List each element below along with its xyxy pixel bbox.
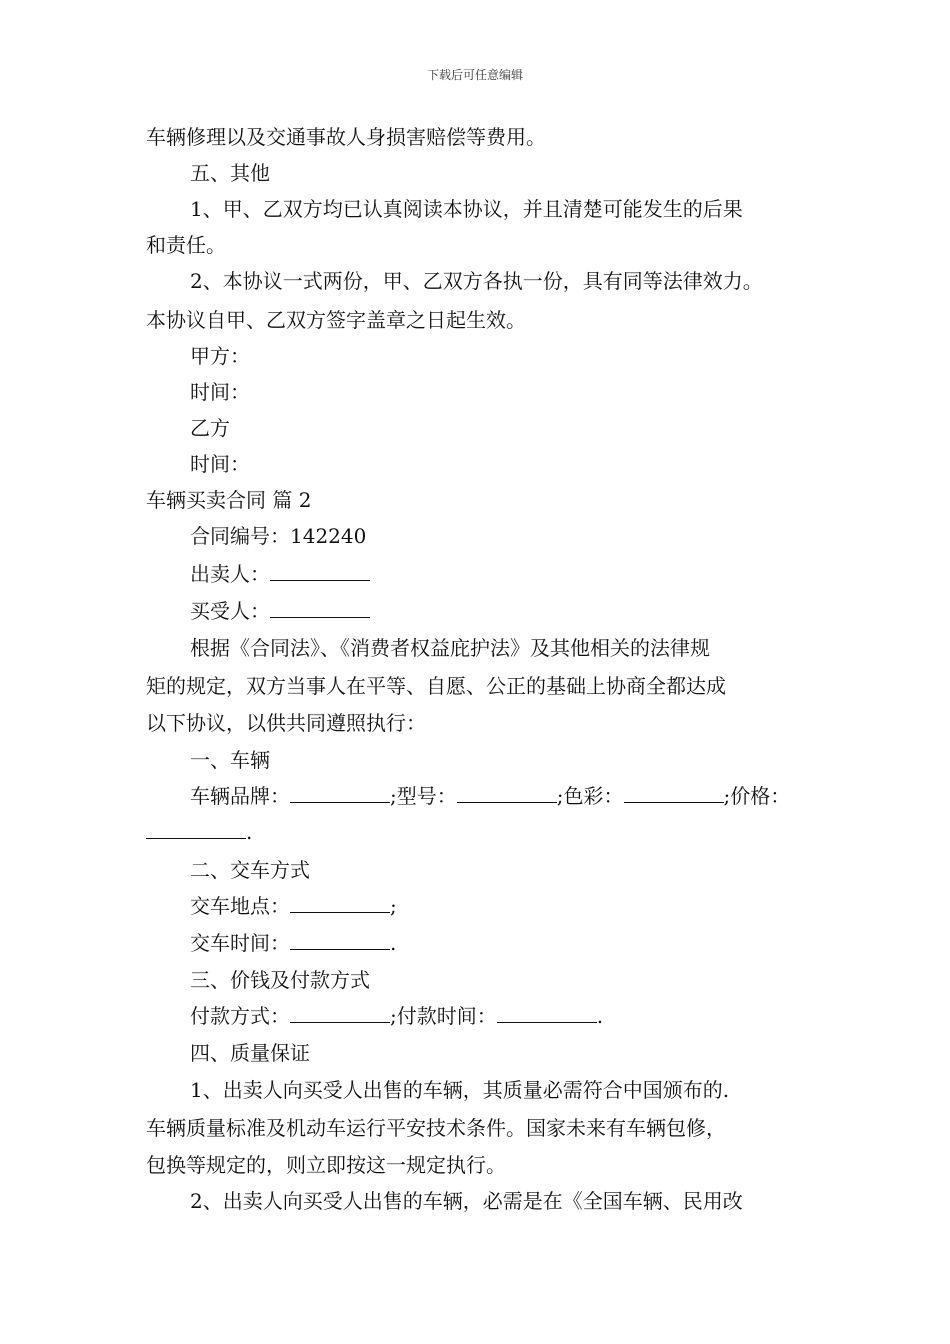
seller-label: 出卖人： (190, 562, 270, 586)
semicolon: ; (390, 894, 397, 918)
date-label: 时间： (190, 380, 250, 404)
text-line: 车辆修理以及交通事故人身损害赔偿等费用。 (146, 125, 546, 149)
delivery-time-blank (290, 931, 390, 950)
text-line: 包换等规定的，则立即按这一规定执行。 (146, 1153, 506, 1177)
section-heading: 三、价钱及付款方式 (190, 968, 370, 992)
section-heading: 五、其他 (190, 161, 270, 185)
text-line: 车辆质量标准及机动车运行平安技术条件。国家未来有车辆包修， (146, 1116, 726, 1140)
color-blank (624, 784, 724, 803)
price-field (146, 820, 252, 844)
vehicle-fields (190, 784, 790, 808)
signature-label: 乙方 (190, 416, 230, 440)
contract-title: 车辆买卖合同 篇 2 (146, 488, 312, 512)
section-heading: 四、质量保证 (190, 1041, 310, 1065)
price-label: ;价格： (723, 784, 791, 808)
buyer-blank (270, 599, 370, 618)
delivery-place-field (190, 894, 397, 918)
text-line: 以下协议，以供共同遵照执行： (146, 711, 426, 735)
payment-time-label: ;付款时间： (390, 1004, 497, 1028)
text-line: 矩的规定，双方当事人在平等、自愿、公正的基础上协商全都达成 (146, 674, 726, 698)
period: . (596, 1004, 604, 1028)
color-label: ;色彩： (556, 784, 624, 808)
period: . (390, 931, 397, 955)
seller-field (190, 562, 370, 586)
payment-fields (190, 1004, 603, 1028)
brand-label: 车辆品牌： (190, 784, 290, 808)
section-heading: 二、交车方式 (190, 858, 310, 882)
model-label: ;型号： (390, 784, 457, 808)
signature-label: 甲方： (190, 344, 250, 368)
delivery-time-label: 交车时间： (190, 931, 290, 955)
brand-blank (290, 784, 390, 803)
text-line: 本协议自甲、乙双方签字盖章之日起生效。 (146, 308, 526, 332)
buyer-field (190, 599, 370, 623)
date-label: 时间： (190, 452, 250, 476)
model-blank (457, 784, 557, 803)
section-heading: 一、车辆 (190, 748, 270, 772)
period: . (246, 820, 253, 844)
text-line: 2、本协议一式两份，甲、乙双方各执一份，具有同等法律效力。 (190, 269, 763, 293)
payment-time-blank (497, 1004, 597, 1023)
buyer-label: 买受人： (190, 599, 270, 623)
page-header: 下载后可任意编辑 (426, 68, 523, 82)
seller-blank (270, 562, 370, 581)
text-line: 1、甲、乙双方均已认真阅读本协议，并且清楚可能发生的后果 (190, 197, 743, 221)
price-blank (146, 820, 246, 839)
contract-number: 合同编号：142240 (190, 524, 367, 548)
text-line: 和责任。 (146, 233, 226, 257)
text-line: 1、出卖人向买受人出售的车辆，其质量必需符合中国颁布的. (190, 1078, 730, 1102)
text-line: 2、出卖人向买受人出售的车辆，必需是在《全国车辆、民用改 (190, 1189, 743, 1213)
payment-method-label: 付款方式： (190, 1004, 290, 1028)
delivery-place-label: 交车地点： (190, 894, 290, 918)
delivery-place-blank (290, 894, 390, 913)
text-line: 根据《合同法》、《消费者权益庇护法》及其他相关的法律规 (190, 636, 710, 660)
delivery-time-field (190, 931, 396, 955)
payment-method-blank (290, 1004, 390, 1023)
